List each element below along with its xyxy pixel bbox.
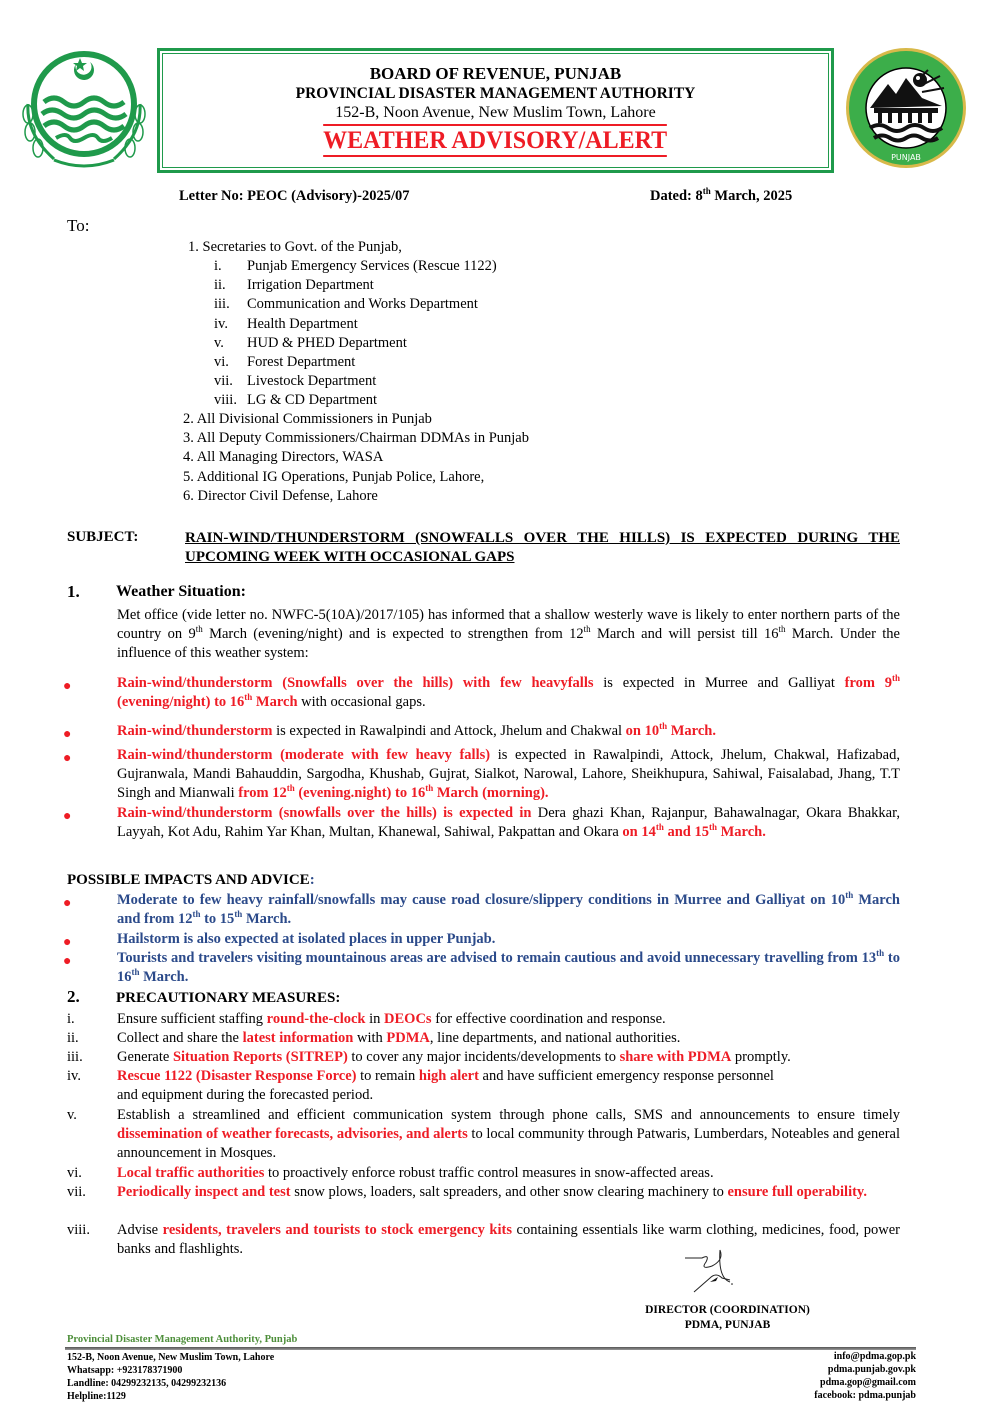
text-run: Advise xyxy=(117,1222,163,1238)
measure-text xyxy=(117,1221,900,1259)
bullet-icon: ● xyxy=(63,896,72,911)
highlighted-text: ensure full operability. xyxy=(727,1184,868,1200)
measure-text xyxy=(117,1029,900,1048)
highlighted-text: th xyxy=(891,673,900,684)
board-name: BOARD OF REVENUE, PUNJAB xyxy=(369,64,622,83)
text-run: , line departments, and national authorities. xyxy=(429,1030,681,1046)
text-run: and have sufficient emergency response personnel xyxy=(478,1068,774,1084)
highlighted-text: March. xyxy=(716,824,766,841)
recipient-item: 3. All Deputy Commissioners/Chairman DDMAs in Punjab xyxy=(183,430,529,447)
impact-bullet xyxy=(117,930,900,949)
text-run: March. Under the influence of this weather system: xyxy=(117,626,900,662)
department-item: vi. Forest Department xyxy=(214,353,356,370)
footer-contact-left xyxy=(67,1351,274,1403)
signatory-block xyxy=(600,1303,855,1333)
forecast-bullet xyxy=(117,746,900,804)
measure-number: v. xyxy=(67,1107,77,1123)
section-1-number: 1. xyxy=(67,582,80,601)
highlighted-text: from 12 xyxy=(238,785,287,802)
text-run: Met office (vide letter no. NWFC-5(10A)/2017/105) has informed that a shallow westerly wave is likely to enter northern parts of the country on 9 xyxy=(117,607,900,643)
highlighted-text: th xyxy=(425,783,434,794)
highlighted-text: Hailstorm is also expected at isolated places in upper Punjab. xyxy=(117,931,496,947)
measure-text xyxy=(117,1164,900,1183)
highlighted-text: Rain-wind/thunderstorm (Snowfalls over the hills) with few heavyfalls xyxy=(117,675,594,691)
footer-address: 152-B, Noon Avenue, New Muslim Town, Lahore xyxy=(67,1352,275,1363)
recipient-item: 4. All Managing Directors, WASA xyxy=(183,449,384,466)
text-run: to cover any major incidents/developments to xyxy=(347,1049,620,1065)
text-run: promptly. xyxy=(731,1049,791,1065)
highlighted-text: latest information xyxy=(242,1030,354,1046)
highlighted-text: from 9 xyxy=(844,675,892,691)
signatory-org: PDMA, PUNJAB xyxy=(684,1319,771,1331)
highlighted-text: March (morning). xyxy=(433,785,549,802)
impact-bullet xyxy=(117,949,900,987)
footer-gmail[interactable]: pdma.gop@gmail.com xyxy=(820,1377,916,1388)
subject-label: SUBJECT: xyxy=(67,529,139,545)
highlighted-text: th xyxy=(708,822,717,833)
impact-bullet xyxy=(117,891,900,929)
signature xyxy=(680,1248,755,1298)
highlighted-text: DEOCs xyxy=(384,1011,432,1027)
punjab-government-logo xyxy=(14,44,154,174)
text-run: Ensure sufficient staffing xyxy=(117,1011,267,1027)
highlighted-text: th xyxy=(234,909,243,920)
text-run: with occasional gaps. xyxy=(297,694,426,711)
text-run: snow plows, loaders, salt spreaders, and other snow clearing machinery to xyxy=(290,1184,728,1200)
letter-number: Letter No: PEOC (Advisory)-2025/07 xyxy=(179,188,410,204)
text-run: Collect and share the xyxy=(117,1030,243,1046)
recipient-item: 6. Director Civil Defense, Lahore xyxy=(183,487,378,504)
text-run: to local community through Patwaris, Lumberdars, Noteables and general announcement in Mosques. xyxy=(117,1126,901,1162)
punjab-emblem-icon xyxy=(14,44,154,174)
text-run: Establish a streamlined and efficient communication system through phone calls, SMS and announcements to ensure timely xyxy=(117,1107,900,1123)
measure-number: iii. xyxy=(67,1049,83,1065)
department-list xyxy=(214,257,497,411)
measure-number: ii. xyxy=(67,1030,79,1046)
highlighted-text: on 10 xyxy=(625,723,660,739)
footer-whatsapp: Whatsapp: +923178371900 xyxy=(67,1365,183,1376)
highlighted-text: March xyxy=(252,694,298,711)
text-run: containing essentials like warm clothing, medicines, food, power banks and flashlights. xyxy=(117,1222,900,1258)
other-recipients xyxy=(183,410,529,506)
department-item: i. Punjab Emergency Services (Rescue 1122) xyxy=(214,258,497,274)
highlighted-text: March. xyxy=(242,911,292,928)
highlighted-text: th xyxy=(655,822,664,833)
highlighted-text: to 16 xyxy=(117,950,900,986)
highlighted-text: Moderate to few heavy rainfall/snowfalls may cause road closure/slippery conditions in Murree and Galliyat on 10 xyxy=(117,892,846,908)
highlighted-text: on 14 xyxy=(622,824,656,841)
measure-number: vii. xyxy=(67,1184,86,1200)
authority-address: 152-B, Noon Avenue, New Muslim Town, Lahore xyxy=(335,104,656,121)
department-item: iii. Communication and Works Department xyxy=(214,296,478,313)
recipient-secretaries: 1. Secretaries to Govt. of the Punjab, xyxy=(188,239,402,255)
footer-contact-right xyxy=(700,1350,916,1402)
highlighted-text: Rain-wind/thunderstorm (moderate with few heavy falls) xyxy=(117,747,491,763)
highlighted-text: Rescue 1122 (Disaster Response Force) xyxy=(117,1068,357,1084)
department-item: v. HUD & PHED Department xyxy=(214,334,407,351)
measure-number: iv. xyxy=(67,1068,81,1084)
section-2-number: 2. xyxy=(67,987,80,1006)
pdma-emblem-icon xyxy=(844,46,968,170)
highlighted-text: th xyxy=(131,967,140,978)
footer-landline: Landline: 04299232135, 04299232136 xyxy=(67,1378,227,1389)
measure-text xyxy=(117,1067,900,1105)
highlighted-text: th xyxy=(244,692,253,703)
text-run: with xyxy=(353,1030,387,1046)
highlighted-text: (evening/night) to 16 xyxy=(117,694,245,711)
highlighted-text: th xyxy=(286,783,295,794)
text-run: Dera ghazi Khan, Rajanpur, Bahawalnagar, Okara Bhakkar, Layyah, Kot Adu, Rahim Yar Khan, Multan, Khanewal, Sahiwal, Pakpattan and Okara xyxy=(117,805,900,841)
impacts-title: POSSIBLE IMPACTS AND ADVICE: xyxy=(67,872,315,888)
highlighted-text: dissemination of weather forecasts, advisories, and alerts xyxy=(117,1126,468,1143)
highlighted-text: (evening.night) to 16 xyxy=(294,785,426,802)
highlighted-text: PDMA xyxy=(386,1030,430,1046)
measure-text xyxy=(117,1010,900,1029)
highlighted-text: high alert xyxy=(418,1068,479,1084)
text-run: and equipment during the forecasted period. xyxy=(117,1087,374,1104)
footer-website[interactable]: pdma.punjab.gov.pk xyxy=(827,1364,916,1375)
forecast-bullet xyxy=(117,804,900,842)
bullet-icon: ● xyxy=(63,751,72,766)
document-title: WEATHER ADVISORY/ALERT xyxy=(324,124,668,157)
department-item: iv. Health Department xyxy=(214,315,358,332)
footer-helpline: Helpline:1129 xyxy=(67,1391,126,1402)
recipient-item: 5. Additional IG Operations, Punjab Police, Lahore, xyxy=(183,468,485,485)
highlighted-text: th xyxy=(192,909,201,920)
highlighted-text: to 15 xyxy=(200,911,235,928)
bullet-icon: ● xyxy=(63,809,72,824)
forecast-bullet xyxy=(117,674,900,712)
highlighted-text: round-the-clock xyxy=(266,1011,366,1027)
authority-name: PROVINCIAL DISASTER MANAGEMENT AUTHORITY xyxy=(295,85,696,102)
forecast-bullet xyxy=(117,722,900,741)
highlighted-text: Periodically inspect and test xyxy=(117,1184,291,1200)
bullet-icon: ● xyxy=(63,935,72,950)
highlighted-text: and 15 xyxy=(663,824,709,841)
department-item: vii. Livestock Department xyxy=(214,373,377,390)
measure-number: i. xyxy=(67,1011,75,1027)
department-item: viii. LG & CD Department xyxy=(214,392,378,409)
highlighted-text: th xyxy=(659,721,668,732)
measure-text xyxy=(117,1183,900,1202)
text-run: to proactively enforce robust traffic control measures in snow-affected areas. xyxy=(264,1165,714,1181)
bullet-icon: ● xyxy=(63,954,72,969)
recipient-item: 2. All Divisional Commissioners in Punjab xyxy=(183,411,432,427)
text-run: March and will persist till 16 xyxy=(590,626,779,643)
department-item: ii. Irrigation Department xyxy=(214,277,374,294)
text-run: th xyxy=(195,624,203,635)
highlighted-text: th xyxy=(876,948,885,959)
subject-text: RAIN-WIND/THUNDERSTORM (SNOWFALLS OVER THE HILLS) IS EXPECTED DURING THE UPCOMING WEEK WITH OCCASIONAL GAPS xyxy=(185,530,900,565)
highlighted-text: Tourists and travelers visiting mountainous areas are advised to remain cautious and avoid unnecessary travelling from 13 xyxy=(117,950,877,966)
to-label: To: xyxy=(67,216,90,235)
section-2-title: PRECAUTIONARY MEASURES: xyxy=(116,990,341,1006)
text-run: to remain xyxy=(356,1068,419,1084)
highlighted-text: Local traffic authorities xyxy=(117,1165,265,1181)
signatory-title: DIRECTOR (COORDINATION) xyxy=(645,1304,810,1316)
text-run: March (evening/night) and is expected to strengthen from 12 xyxy=(202,626,584,643)
weather-situation-intro xyxy=(117,606,900,664)
text-run: is expected in Rawalpindi, Attock, Jhelum, Chakwal, Hafizabad, Gujranwala, Mandi Bahauddin, Sargodha, Khushab, Gujrat, Sialkot, Narowal, Lahore, Sheikhupura, Sahiwal, Faisalabad, Jhang, T.T Singh and Mianwali xyxy=(117,747,900,802)
measure-number: vi. xyxy=(67,1165,82,1181)
text-run: in xyxy=(365,1011,385,1027)
highlighted-text: share with PDMA xyxy=(619,1049,732,1065)
highlighted-text: residents, travelers and tourists to stock emergency kits xyxy=(162,1222,512,1238)
text-run: Generate xyxy=(117,1049,173,1065)
pdma-logo xyxy=(844,46,968,170)
text-run: th xyxy=(583,624,591,635)
highlighted-text: th xyxy=(845,890,854,901)
bullet-icon: ● xyxy=(63,727,72,742)
text-run: is expected in Rawalpindi and Attock, Jhelum and Chakwal xyxy=(272,723,626,739)
highlighted-text: March. xyxy=(139,969,189,986)
measure-number: viii. xyxy=(67,1222,90,1238)
measure-text xyxy=(117,1106,900,1164)
signature-icon xyxy=(680,1248,755,1298)
highlighted-text: Rain-wind/thunderstorm xyxy=(117,723,273,739)
text-run: th xyxy=(778,624,786,635)
highlighted-text: March and from 12 xyxy=(117,892,900,928)
pdma-logo-punjab-text: PUNJAB xyxy=(891,153,921,162)
text-run: for effective coordination and response. xyxy=(431,1011,666,1027)
section-1-title: Weather Situation: xyxy=(116,583,246,600)
highlighted-text: Rain-wind/thunderstorm (snowfalls over the hills) is expected in xyxy=(117,805,532,821)
text-run: is expected in Murree and Galliyat xyxy=(593,675,845,691)
bullet-icon: ● xyxy=(63,679,72,694)
footer-org-name: Provincial Disaster Management Authority, Punjab xyxy=(67,1334,298,1345)
measure-text xyxy=(117,1048,900,1067)
letter-date: Dated: 8th March, 2025 xyxy=(650,186,793,204)
letterhead-box xyxy=(157,48,834,173)
footer-facebook[interactable]: facebook: pdma.punjab xyxy=(814,1390,916,1401)
footer-email[interactable]: info@pdma.gop.pk xyxy=(833,1351,916,1362)
highlighted-text: March. xyxy=(667,723,716,739)
highlighted-text: Situation Reports (SITREP) xyxy=(172,1049,348,1065)
